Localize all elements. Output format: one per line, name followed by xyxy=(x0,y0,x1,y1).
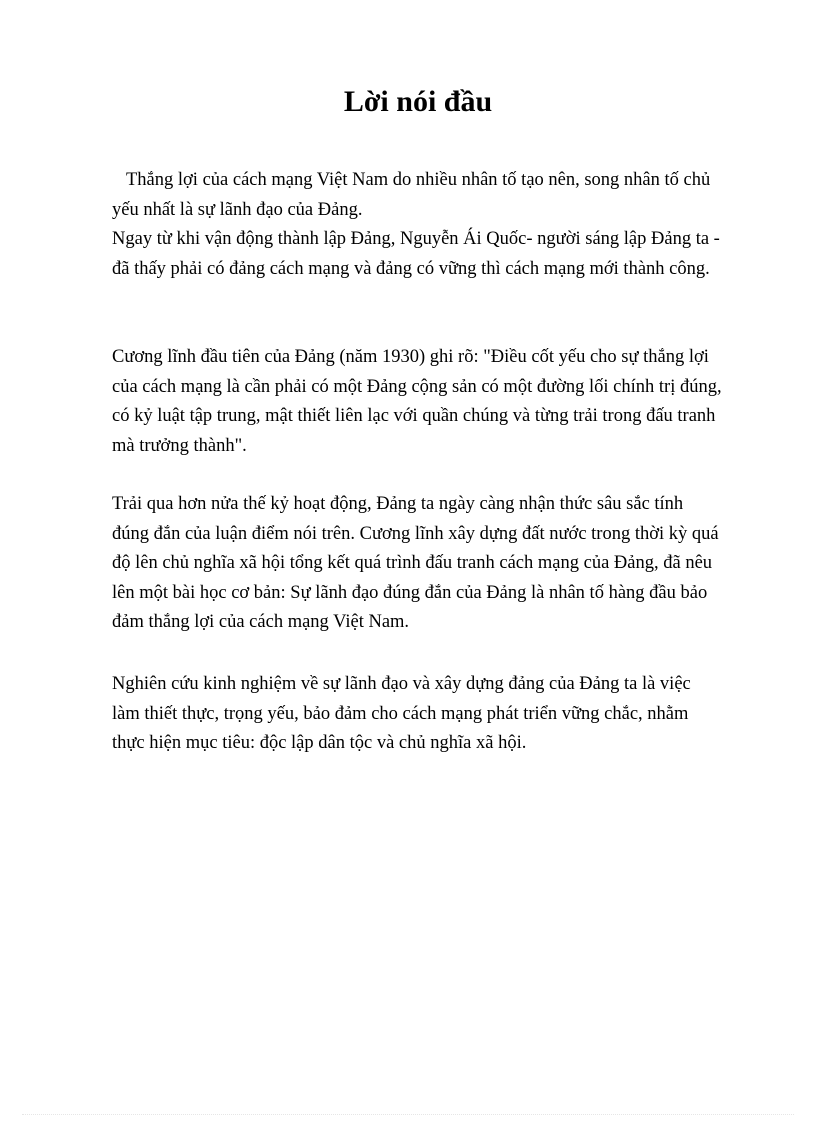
page-title: Lời nói đầu xyxy=(343,85,493,118)
page-bottom-divider xyxy=(22,1114,794,1115)
paragraph-half-century: Trải qua hơn nửa thế kỷ hoạt động, Đảng ta ngày càng nhận thức sâu sắc tính đúng đắn của luận điểm nói trên. Cương lĩnh xây dựng đất nước trong thời kỳ quá độ lên chủ nghĩa xã hội tổng kết quá trình đấu tranh cách mạng của Đảng, đã nêu lên một bài học cơ bản: Sự lãnh đạo đúng đắn của Đảng là nhân tố hàng đầu bảo đảm thắng lợi của cách mạng Việt Nam. xyxy=(112,494,719,632)
paragraph-research: Nghiên cứu kinh nghiệm về sự lãnh đạo và xây dựng đảng của Đảng ta là việc làm thiết thực, trọng yếu, bảo đảm cho cách mạng phát triển vững chắc, nhằm thực hiện mục tiêu: độc lập dân tộc và chủ nghĩa xã hội. xyxy=(112,674,691,753)
paragraph-platform-1930: Cương lĩnh đầu tiên của Đảng (năm 1930) ghi rõ: "Điều cốt yếu cho sự thắng lợi của cách mạng là cần phải có một Đảng cộng sản có một đường lối chính trị đúng, có kỷ luật tập trung, mật thiết liên lạc với quần chúng và từng trải trong đấu tranh mà trưởng thành". xyxy=(112,347,722,456)
paragraph-intro: Thắng lợi của cách mạng Việt Nam do nhiều nhân tố tạo nên, song nhân tố chủ yếu nhất là sự lãnh đạo của Đảng. xyxy=(112,170,711,220)
paragraph-founding: Ngay từ khi vận động thành lập Đảng, Nguyễn Ái Quốc- người sáng lập Đảng ta - đã thấy phải có đảng cách mạng và đảng có vững thì cách mạng mới thành công. xyxy=(112,229,720,279)
